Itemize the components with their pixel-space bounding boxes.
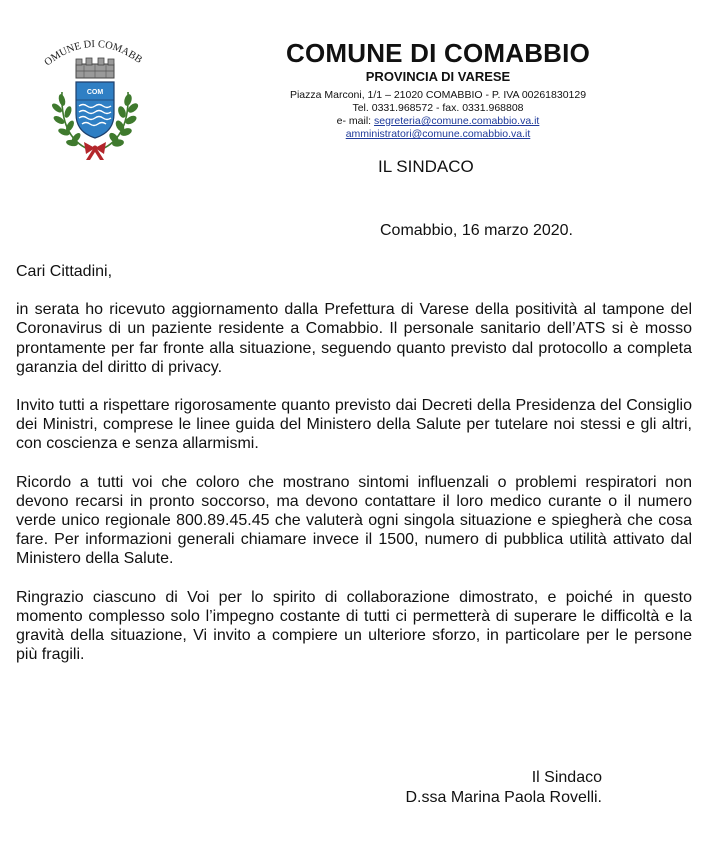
signature-name: D.ssa Marina Paola Rovelli. [405, 789, 602, 806]
email-link-amministratori[interactable]: amministratori@comune.comabbio.va.it [345, 128, 531, 140]
municipality-title: COMUNE DI COMABBIO [285, 38, 591, 68]
email-line [268, 115, 608, 128]
paragraph: Ricordo a tutti voi che coloro che mostrano sintomi influenzali o problemi respiratori non devono recarsi in pronto soccorso, ma devono contattare il loro medico curante o il numero verde unico regionale 800.89.45.45 che valuterà ogni singola situazione e spiegherà che cosa fare. Per informazioni generali chiamare invece il 1500, numero di pubblica utilità attivato dal Ministero della Salute. [16, 473, 692, 568]
phone-line: Tel. 0331.968572 - fax. 0331.968808 [352, 102, 524, 114]
letter-body [16, 262, 692, 683]
email-line-2 [268, 128, 608, 141]
letter-date: Comabbio, 16 marzo 2020. [380, 222, 573, 239]
ribbon-bow-icon [84, 142, 106, 160]
paragraph: Ringrazio ciascuno di Voi per lo spirito di collaborazione dimostrato, e poiché in questo momento complesso solo l’impegno costante di tutti ci permetterà di superare le difficoltà e la gravità della situazione, Vi invito a compiere un ulteriore sforzo, in particolare per le persone più fragili. [16, 588, 692, 664]
paragraph: Invito tutti a rispettare rigorosamente quanto previsto dai Decreti della Presidenza del Consiglio dei Ministri, comprese le linee guida del Ministero della Salute per tutelare noi stessi e gli altri, con coscienza e senza allarmismi. [16, 397, 692, 453]
signature-title: Il Sindaco [531, 769, 602, 786]
crest-shield-text: COM [86, 89, 104, 96]
letterhead [268, 38, 608, 141]
greeting: Cari Cittadini, [16, 263, 113, 280]
crest-motto: OMUNE DI COMABB [42, 38, 144, 69]
municipal-crest-icon [42, 34, 148, 160]
province-name: PROVINCIA DI VARESE [365, 69, 511, 84]
office-heading: IL SINDACO [378, 157, 474, 176]
address-line: Piazza Marconi, 1/1 – 21020 COMABBIO - P. IVA 00261830129 [289, 89, 587, 101]
email-link-segreteria[interactable]: segreteria@comune.comabbio.va.it [374, 115, 540, 127]
paragraph: in serata ho ricevuto aggiornamento dalla Prefettura di Varese della positività al tampone del Coronavirus di un paziente residente a Comabbio. Il personale sanitario dell’ATS si è mosso prontamente per far fronte alla situazione, seguendo quanto previsto dal protocollo a completa garanzia del diritto di privacy. [16, 301, 692, 376]
email-label: e- mail: [336, 115, 374, 127]
signature-block [368, 768, 602, 808]
mural-crown-icon [76, 58, 114, 78]
